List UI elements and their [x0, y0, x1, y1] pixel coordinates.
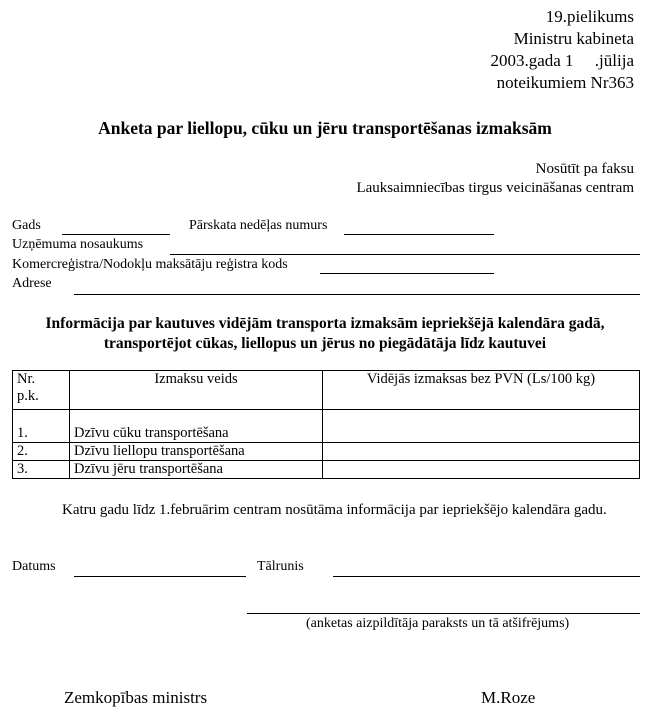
header-nr-line1: Nr.: [17, 371, 36, 387]
table-row: [13, 443, 640, 461]
date-field[interactable]: [74, 576, 246, 577]
header-nr: [13, 371, 70, 410]
document-title: Anketa par liellopu, cūku un jēru transportēšanas izmaksām: [98, 118, 552, 138]
date-label: Datums: [12, 559, 56, 574]
annex-reference: [490, 6, 634, 94]
send-to-block: [356, 160, 634, 198]
reg-code-label: Komercreģistra/Nodokļu maksātāju reģistra kods: [12, 257, 288, 272]
week-label: Pārskata nedēļas numurs: [189, 218, 328, 233]
annex-regulation: noteikumiem Nr363: [496, 73, 634, 92]
row-type: Dzīvu cūku transportēšana: [70, 425, 323, 443]
submission-note: Katru gadu līdz 1.februārim centram nosūtāma informācija par iepriekšējo kalendāra gadu.: [62, 502, 607, 518]
row-cost-cell[interactable]: [323, 461, 640, 479]
table-header-row: [13, 371, 640, 410]
send-recipient: Lauksaimniecības tirgus veicināšanas centram: [356, 180, 634, 196]
annex-cabinet: Ministru kabineta: [513, 29, 634, 48]
signature-field[interactable]: [247, 613, 640, 614]
address-label: Adrese: [12, 276, 52, 291]
header-cost: Vidējās izmaksas bez PVN (Ls/100 kg): [323, 371, 640, 410]
row-cost-cell[interactable]: [323, 425, 640, 443]
annex-date: 2003.gada 1 .jūlija: [490, 51, 634, 70]
address-field[interactable]: [74, 294, 640, 295]
week-field[interactable]: [344, 234, 494, 235]
table-row: [13, 461, 640, 479]
company-label: Uzņēmuma nosaukums: [12, 237, 144, 252]
year-label: Gads: [12, 218, 41, 233]
row-nr: 1.: [13, 425, 70, 443]
signature-caption: (anketas aizpildītāja paraksts un tā atšifrējums): [306, 616, 570, 631]
reg-code-field[interactable]: [320, 273, 494, 274]
row-type: Dzīvu jēru transportēšana: [70, 461, 323, 479]
annex-number: 19.pielikums: [545, 7, 634, 26]
table-row: [13, 425, 640, 443]
year-field[interactable]: [62, 234, 170, 235]
header-type: Izmaksu veids: [70, 371, 323, 410]
subtitle-line-1: Informācija par kautuves vidējām transporta izmaksām iepriekšējā kalendāra gadā,: [45, 315, 605, 332]
table-spacer-row: [13, 410, 640, 426]
company-field[interactable]: [170, 254, 640, 255]
phone-label: Tālrunis: [257, 559, 304, 574]
row-nr: 3.: [13, 461, 70, 479]
row-nr: 2.: [13, 443, 70, 461]
subtitle-line-2: transportējot cūkas, liellopus un jērus no piegādātāja līdz kautuvei: [103, 335, 547, 352]
phone-field[interactable]: [333, 576, 640, 577]
section-subtitle: [0, 314, 650, 354]
send-by-fax: Nosūtīt pa faksu: [535, 161, 634, 177]
minister-title: Zemkopības ministrs: [64, 688, 208, 707]
row-type: Dzīvu liellopu transportēšana: [70, 443, 323, 461]
cost-table: [12, 370, 640, 479]
header-nr-line2: p.k.: [17, 388, 39, 404]
row-cost-cell[interactable]: [323, 443, 640, 461]
minister-name: M.Roze: [481, 688, 536, 707]
